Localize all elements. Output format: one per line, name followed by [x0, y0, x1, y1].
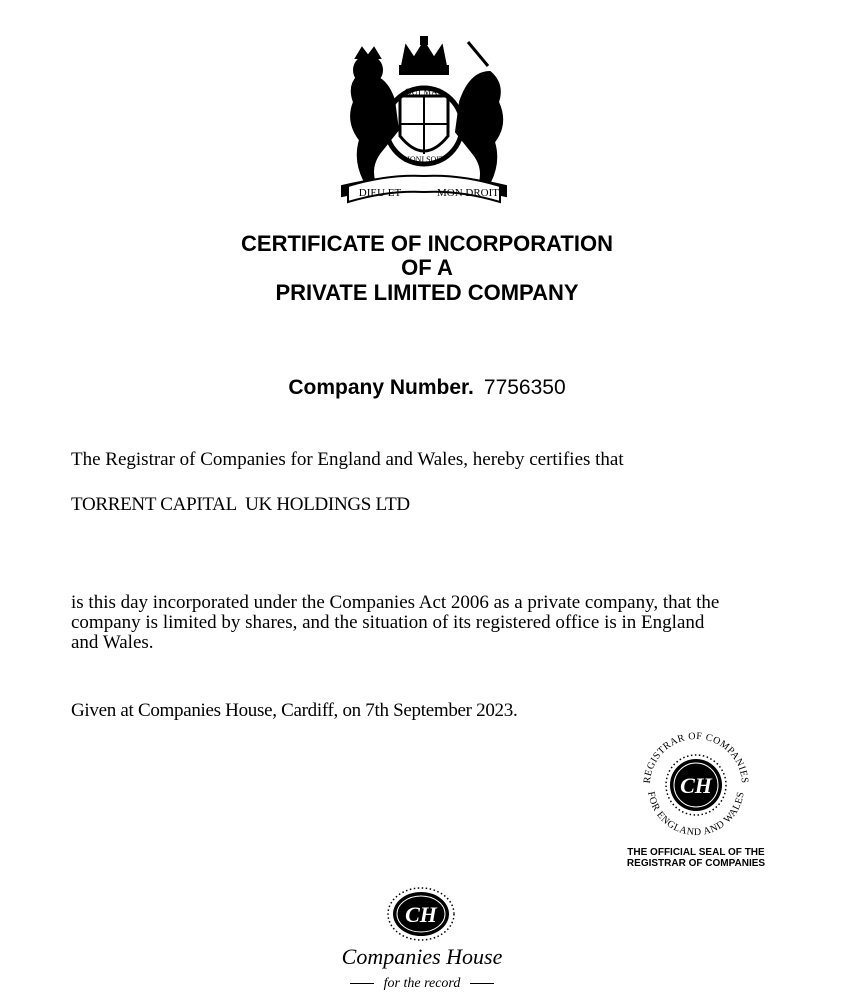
crest-garter-side: HONI SOIT: [404, 155, 444, 164]
companies-house-logo-monogram: CH: [405, 902, 437, 927]
tagline-left-rule: [350, 983, 374, 984]
tagline-right-rule: [470, 983, 494, 984]
seal-ring-text-top: REGISTRAR OF COMPANIES: [641, 730, 751, 784]
certificate-title-line-3: PRIVATE LIMITED COMPANY: [275, 280, 579, 305]
companies-house-tagline-row: [0, 975, 844, 993]
incorporation-line-3: and Wales.: [71, 632, 154, 653]
company-number-value: 7756350: [483, 376, 566, 399]
company-name: TORRENT CAPITAL UK HOLDINGS LTD: [71, 494, 410, 515]
registrar-official-seal-icon: [636, 727, 756, 843]
royal-coat-of-arms-icon: [328, 36, 520, 206]
crest-garter-top: QUI MAL: [404, 87, 444, 97]
seal-caption-line-2: REGISTRAR OF COMPANIES: [626, 858, 766, 869]
incorporation-line-2: company is limited by shares, and the situation of its registered office is in England: [71, 612, 705, 633]
incorporation-line-1: is this day incorporated under the Companies Act 2006 as a private company, that the: [71, 592, 720, 613]
seal-monogram: CH: [680, 773, 712, 798]
given-at-statement: Given at Companies House, Cardiff, on 7th September 2023.: [71, 700, 518, 721]
company-number-label: Company Number.: [288, 376, 474, 399]
certificate-title-line-2: OF A: [401, 255, 453, 280]
companies-house-logo-icon: [386, 886, 456, 942]
companies-house-brand-name: Companies House: [341, 944, 503, 969]
seal-caption: [608, 847, 784, 869]
certificate-title-line-1: CERTIFICATE OF INCORPORATION: [241, 231, 613, 256]
crest-motto-right: MON DROIT: [436, 187, 500, 199]
company-number-row: [0, 375, 854, 401]
seal-ring-text-bottom: FOR ENGLAND AND WALES: [645, 790, 747, 839]
registrar-certifies-text: The Registrar of Companies for England and Wales, hereby certifies that: [71, 449, 624, 470]
incorporation-statement: [71, 593, 791, 653]
seal-caption-line-1: THE OFFICIAL SEAL OF THE: [627, 847, 765, 858]
crest-motto-left: DIEU ET: [358, 187, 402, 199]
companies-house-tagline: for the record: [383, 976, 461, 991]
